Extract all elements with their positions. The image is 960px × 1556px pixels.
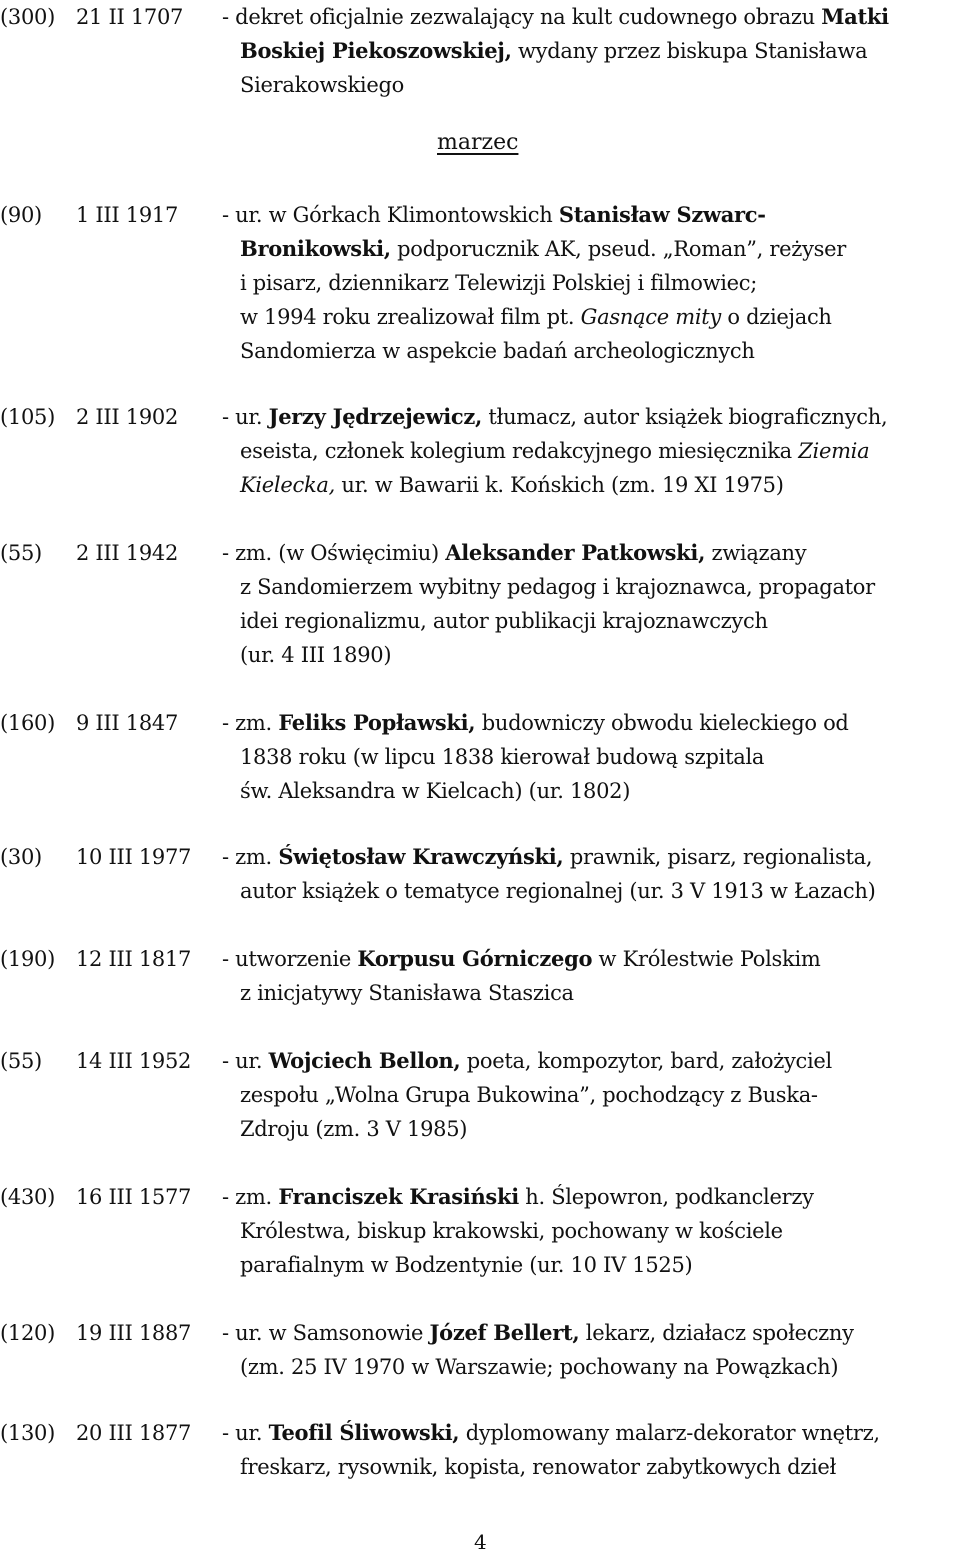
- entry-anniversary: (55): [0, 1049, 42, 1073]
- entry-line: [240, 1350, 952, 1384]
- entry-line: [222, 400, 934, 434]
- entry-text: [222, 1044, 952, 1146]
- entry-name: Matki: [821, 4, 889, 29]
- entry-line: [222, 198, 934, 232]
- entry-date: 20 III 1877: [76, 1421, 192, 1445]
- entry-segment: - ur. w Samsonowie: [222, 1321, 430, 1345]
- entry-segment: z Sandomierzem wybitny pedagog i krajoznawca, propagator: [240, 575, 875, 599]
- entry-date: 2 III 1942: [76, 541, 179, 565]
- entry-segment: - ur. w Górkach Klimontowskich: [222, 203, 559, 227]
- entry-name: Świętosław Krawczyński,: [278, 844, 564, 869]
- entry-line: [240, 1214, 952, 1248]
- entry-text: [222, 1416, 952, 1484]
- entry-segment: (zm. 25 IV 1970 w Warszawie; pochowany na Powązkach): [240, 1355, 839, 1379]
- entry-segment: budowniczy obwodu kieleckiego od: [475, 711, 849, 735]
- entry-anniversary: (105): [0, 405, 55, 429]
- entry-line: [240, 266, 952, 300]
- entry-segment: - ur.: [222, 405, 269, 429]
- entry-date: 1 III 1917: [76, 203, 179, 227]
- entry-line: [240, 638, 952, 672]
- entry-line: [240, 976, 952, 1010]
- month-heading: marzec: [437, 130, 519, 155]
- entry-segment: prawnik, pisarz, regionalista,: [563, 845, 873, 869]
- entry-line: [240, 774, 952, 808]
- entry-text: [222, 198, 952, 368]
- entry-date: 2 III 1902: [76, 405, 179, 429]
- entry-segment: Sandomierza w aspekcie badań archeologicznych: [240, 339, 755, 363]
- entry-segment: autor książek o tematyce regionalnej (ur. 3 V 1913 w Łazach): [240, 879, 876, 903]
- entry-name: Stanisław Szwarc-: [558, 202, 766, 227]
- entry-segment: tłumacz, autor książek biograficznych,: [482, 405, 888, 429]
- entry-name: Korpusu Górniczego: [357, 946, 593, 971]
- entry-text: [222, 1316, 952, 1384]
- entry-date: 10 III 1977: [76, 845, 192, 869]
- entry-segment: parafialnym w Bodzentynie (ur. 10 IV 1525): [240, 1253, 693, 1277]
- entry-text: [222, 536, 952, 672]
- entry-line: [240, 300, 952, 334]
- entry-line: [240, 1450, 952, 1484]
- entry-line: [222, 1416, 934, 1450]
- entry-line: [222, 706, 934, 740]
- entry-date: 19 III 1887: [76, 1321, 192, 1345]
- entry-line: [222, 536, 934, 570]
- entry-segment: - zm.: [222, 1185, 279, 1209]
- entry-line: [240, 468, 952, 502]
- entry-line: [240, 874, 952, 908]
- entry-text: [222, 0, 952, 102]
- entry-line: [240, 334, 952, 368]
- page-number: 4: [474, 1530, 487, 1554]
- entry-line: [240, 570, 952, 604]
- entry-line: [222, 1044, 934, 1078]
- entry-text: [222, 706, 952, 808]
- entry-segment: freskarz, rysownik, kopista, renowator zabytkowych dzieł: [240, 1455, 837, 1479]
- entry-anniversary: (90): [0, 203, 42, 227]
- entry-anniversary: (30): [0, 845, 42, 869]
- entry-line: [240, 34, 952, 68]
- entry-date: 12 III 1817: [76, 947, 192, 971]
- entry-segment: poeta, kompozytor, bard, założyciel: [460, 1049, 832, 1073]
- entry-segment: - zm.: [222, 845, 279, 869]
- entry-segment: związany: [705, 541, 807, 565]
- entry-segment: - ur.: [222, 1421, 269, 1445]
- entry-segment: i pisarz, dziennikarz Telewizji Polskiej i filmowiec;: [240, 271, 758, 295]
- entry-line: [240, 604, 952, 638]
- entry-date: 16 III 1577: [76, 1185, 192, 1209]
- entry-title: Kielecka,: [240, 473, 335, 497]
- entry-name: Bronikowski,: [240, 236, 391, 261]
- entry-segment: eseista, członek kolegium redakcyjnego miesięcznika: [240, 439, 799, 463]
- entry-segment: lekarz, działacz społeczny: [579, 1321, 854, 1345]
- entry-line: [240, 1248, 952, 1282]
- entry-segment: Zdroju (zm. 3 V 1985): [240, 1117, 468, 1141]
- entry-date: 9 III 1847: [76, 711, 179, 735]
- entry-segment: podporucznik AK, pseud. „Roman”, reżyser: [390, 237, 846, 261]
- entry-date: 21 II 1707: [76, 5, 184, 29]
- entry-text: [222, 942, 952, 1010]
- entry-segment: - ur.: [222, 1049, 269, 1073]
- entry-date: 14 III 1952: [76, 1049, 192, 1073]
- entry-segment: idei regionalizmu, autor publikacji krajoznawczych: [240, 609, 768, 633]
- entry-name: Aleksander Patkowski,: [445, 540, 706, 565]
- entry-segment: wydany przez biskupa Stanisława: [511, 39, 868, 63]
- entry-segment: Królestwa, biskup krakowski, pochowany w kościele: [240, 1219, 783, 1243]
- entry-text: [222, 840, 952, 908]
- entry-anniversary: (130): [0, 1421, 55, 1445]
- entry-segment: w 1994 roku zrealizował film pt.: [240, 305, 581, 329]
- entry-segment: h. Ślepowron, podkanclerzy: [518, 1185, 814, 1209]
- entry-title: Ziemia: [798, 439, 870, 463]
- entry-name: Wojciech Bellon,: [268, 1048, 461, 1073]
- entry-line: [222, 1316, 934, 1350]
- entry-anniversary: (300): [0, 5, 55, 29]
- entry-segment: z inicjatywy Stanisława Staszica: [240, 981, 574, 1005]
- entry-segment: Sierakowskiego: [240, 73, 404, 97]
- entry-segment: ur. w Bawarii k. Końskich (zm. 19 XI 1975): [334, 473, 784, 497]
- entry-line: [222, 942, 934, 976]
- entry-line: [240, 232, 952, 266]
- entry-line: [240, 1112, 952, 1146]
- entry-text: [222, 1180, 952, 1282]
- entry-segment: w Królestwie Polskim: [592, 947, 821, 971]
- entry-line: [222, 840, 934, 874]
- entry-title: Gasnące mity: [580, 305, 721, 329]
- entry-name: Jerzy Jędrzejewicz,: [268, 404, 483, 429]
- entry-segment: 1838 roku (w lipcu 1838 kierował budową szpitala: [240, 745, 765, 769]
- entry-segment: o dziejach: [721, 305, 832, 329]
- entry-segment: - zm.: [222, 711, 279, 735]
- entry-line: [222, 1180, 934, 1214]
- entry-anniversary: (430): [0, 1185, 55, 1209]
- entry-name: Józef Bellert,: [429, 1320, 580, 1345]
- entry-name: Teofil Śliwowski,: [268, 1420, 460, 1445]
- entry-anniversary: (120): [0, 1321, 55, 1345]
- entry-name: Boskiej Piekoszowskiej,: [240, 38, 512, 63]
- entry-segment: zespołu „Wolna Grupa Bukowina”, pochodzący z Buska-: [240, 1083, 818, 1107]
- entry-segment: - utworzenie: [222, 947, 358, 971]
- entry-segment: (ur. 4 III 1890): [240, 643, 392, 667]
- entry-line: [222, 0, 934, 34]
- entry-text: [222, 400, 952, 502]
- entry-segment: św. Aleksandra w Kielcach) (ur. 1802): [240, 779, 631, 803]
- entry-line: [240, 1078, 952, 1112]
- entry-line: [240, 68, 952, 102]
- entry-anniversary: (160): [0, 711, 55, 735]
- entry-segment: - zm. (w Oświęcimiu): [222, 541, 446, 565]
- entry-anniversary: (55): [0, 541, 42, 565]
- entry-name: Franciszek Krasiński: [278, 1184, 519, 1209]
- entry-anniversary: (190): [0, 947, 55, 971]
- entry-segment: dyplomowany malarz-dekorator wnętrz,: [459, 1421, 880, 1445]
- entry-line: [240, 740, 952, 774]
- entry-line: [240, 434, 952, 468]
- entry-segment: - dekret oficjalnie zezwalający na kult cudownego obrazu: [222, 5, 822, 29]
- entry-name: Feliks Popławski,: [278, 710, 476, 735]
